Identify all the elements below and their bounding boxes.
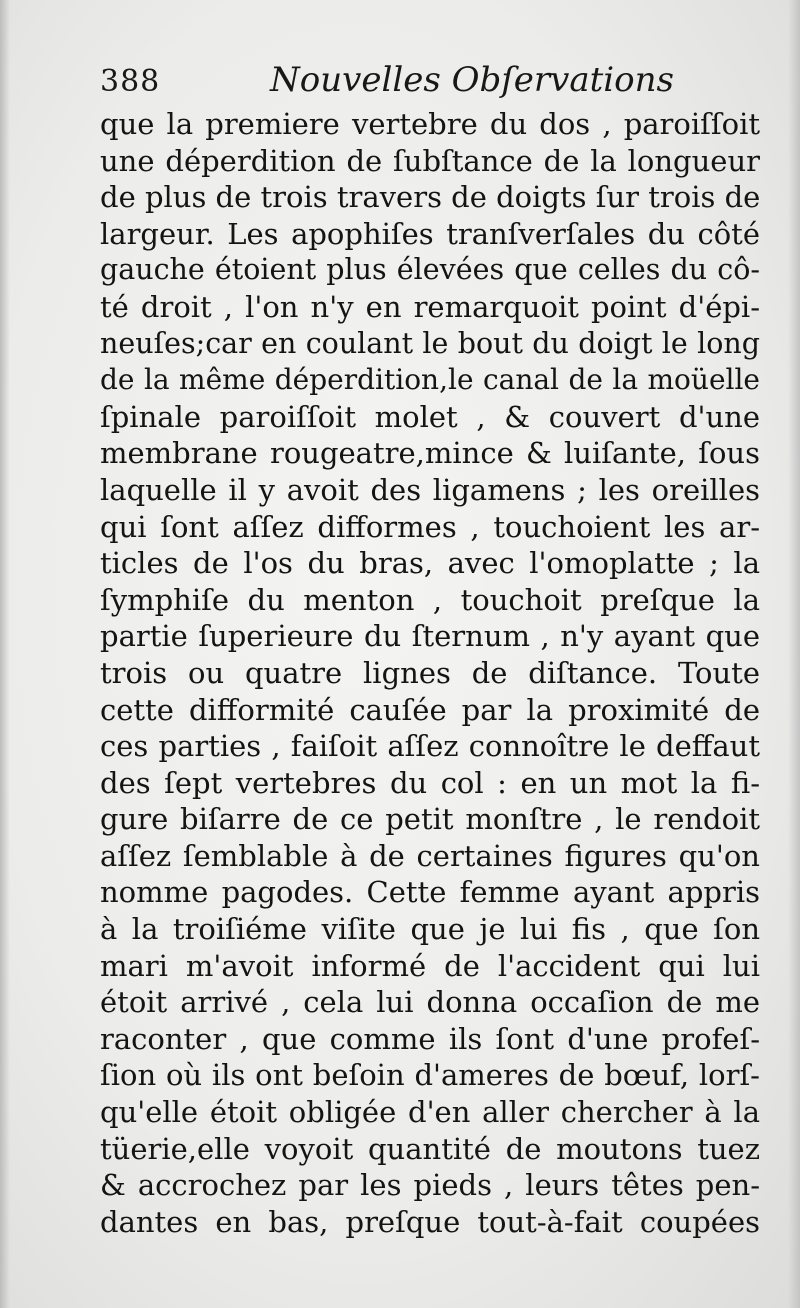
- text-line: trois ou quatre lignes de diſtance. Toute: [100, 655, 760, 690]
- text-line: ſymphiſe du menton , touchoit preſque la: [100, 582, 760, 617]
- text-line: ſion où ils ont beſoin d'ameres de bœuf, lorſ-: [100, 1058, 760, 1093]
- text-line: de la même déperdition,le canal de la moüelle: [100, 363, 760, 397]
- text-line: & accrochez par les pieds , leurs têtes pen-: [100, 1168, 760, 1203]
- page-right-edge-shadow: [788, 0, 800, 1308]
- text-line: ces parties , faiſoit aſſez connoître le deffaut: [100, 729, 760, 764]
- text-line: qu'elle étoit obligée d'en aller chercher à la: [100, 1095, 760, 1130]
- text-line: partie ſuperieure du ſternum , n'y ayant que: [100, 619, 760, 654]
- body-text: [100, 106, 760, 1240]
- text-line: mari m'avoit informé de l'accident qui lui: [100, 948, 760, 983]
- page-number: 388: [100, 64, 161, 99]
- text-line: que la premiere vertebre du dos , paroiſſoit: [100, 107, 760, 141]
- text-line: tüerie,elle voyoit quantité de moutons tuez: [100, 1131, 760, 1166]
- text-line: gure biſarre de ce petit monſtre , le rendoit: [100, 802, 760, 837]
- text-line: raconter , que comme ils ſont d'une profeſ-: [100, 1021, 760, 1056]
- text-line: à la troiſiéme viſite que je lui fis , que ſon: [100, 912, 760, 947]
- running-head: [100, 58, 674, 108]
- text-line: neuſes;car en coulant le bout du doigt le long: [100, 326, 760, 360]
- text-line: ſpinale paroiſſoit molet , & couvert d'une: [100, 399, 760, 434]
- text-line: qui ſont aſſez difformes , touchoient les ar-: [100, 509, 760, 544]
- text-line: largeur. Les apophiſes tranſverſales du côté: [100, 216, 760, 251]
- text-line: de plus de trois travers de doigts ſur trois de: [100, 180, 760, 215]
- text-line: des ſept vertebres du col : en un mot la fi-: [100, 765, 760, 800]
- text-line: cette difformité cauſée par la proximité de: [100, 692, 760, 727]
- text-line: membrane rougeatre,mince & luiſante, ſous: [100, 436, 760, 471]
- text-line: ticles de l'os du bras, avec l'omoplatte ; la: [100, 546, 760, 581]
- text-line: laquelle il y avoit des ligamens ; les oreilles: [100, 472, 760, 507]
- text-line: nomme pagodes. Cette femme ayant appris: [100, 875, 760, 910]
- text-line: une déperdition de ſubſtance de la longueur: [100, 143, 760, 178]
- text-line: gauche étoient plus élevées que celles du cô-: [100, 253, 760, 287]
- text-line: té droit , l'on n'y en remarquoit point d'épi-: [100, 289, 760, 324]
- running-title: Nouvelles Obſervations: [270, 60, 674, 100]
- text-line: étoit arrivé , cela lui donna occaſion de me: [100, 985, 760, 1020]
- page-left-edge-shadow: [0, 0, 10, 1308]
- text-line: dantes en bas, preſque tout-à-fait coupées: [100, 1204, 760, 1239]
- text-line: aſſez ſemblable à de certaines figures qu'on: [100, 838, 760, 873]
